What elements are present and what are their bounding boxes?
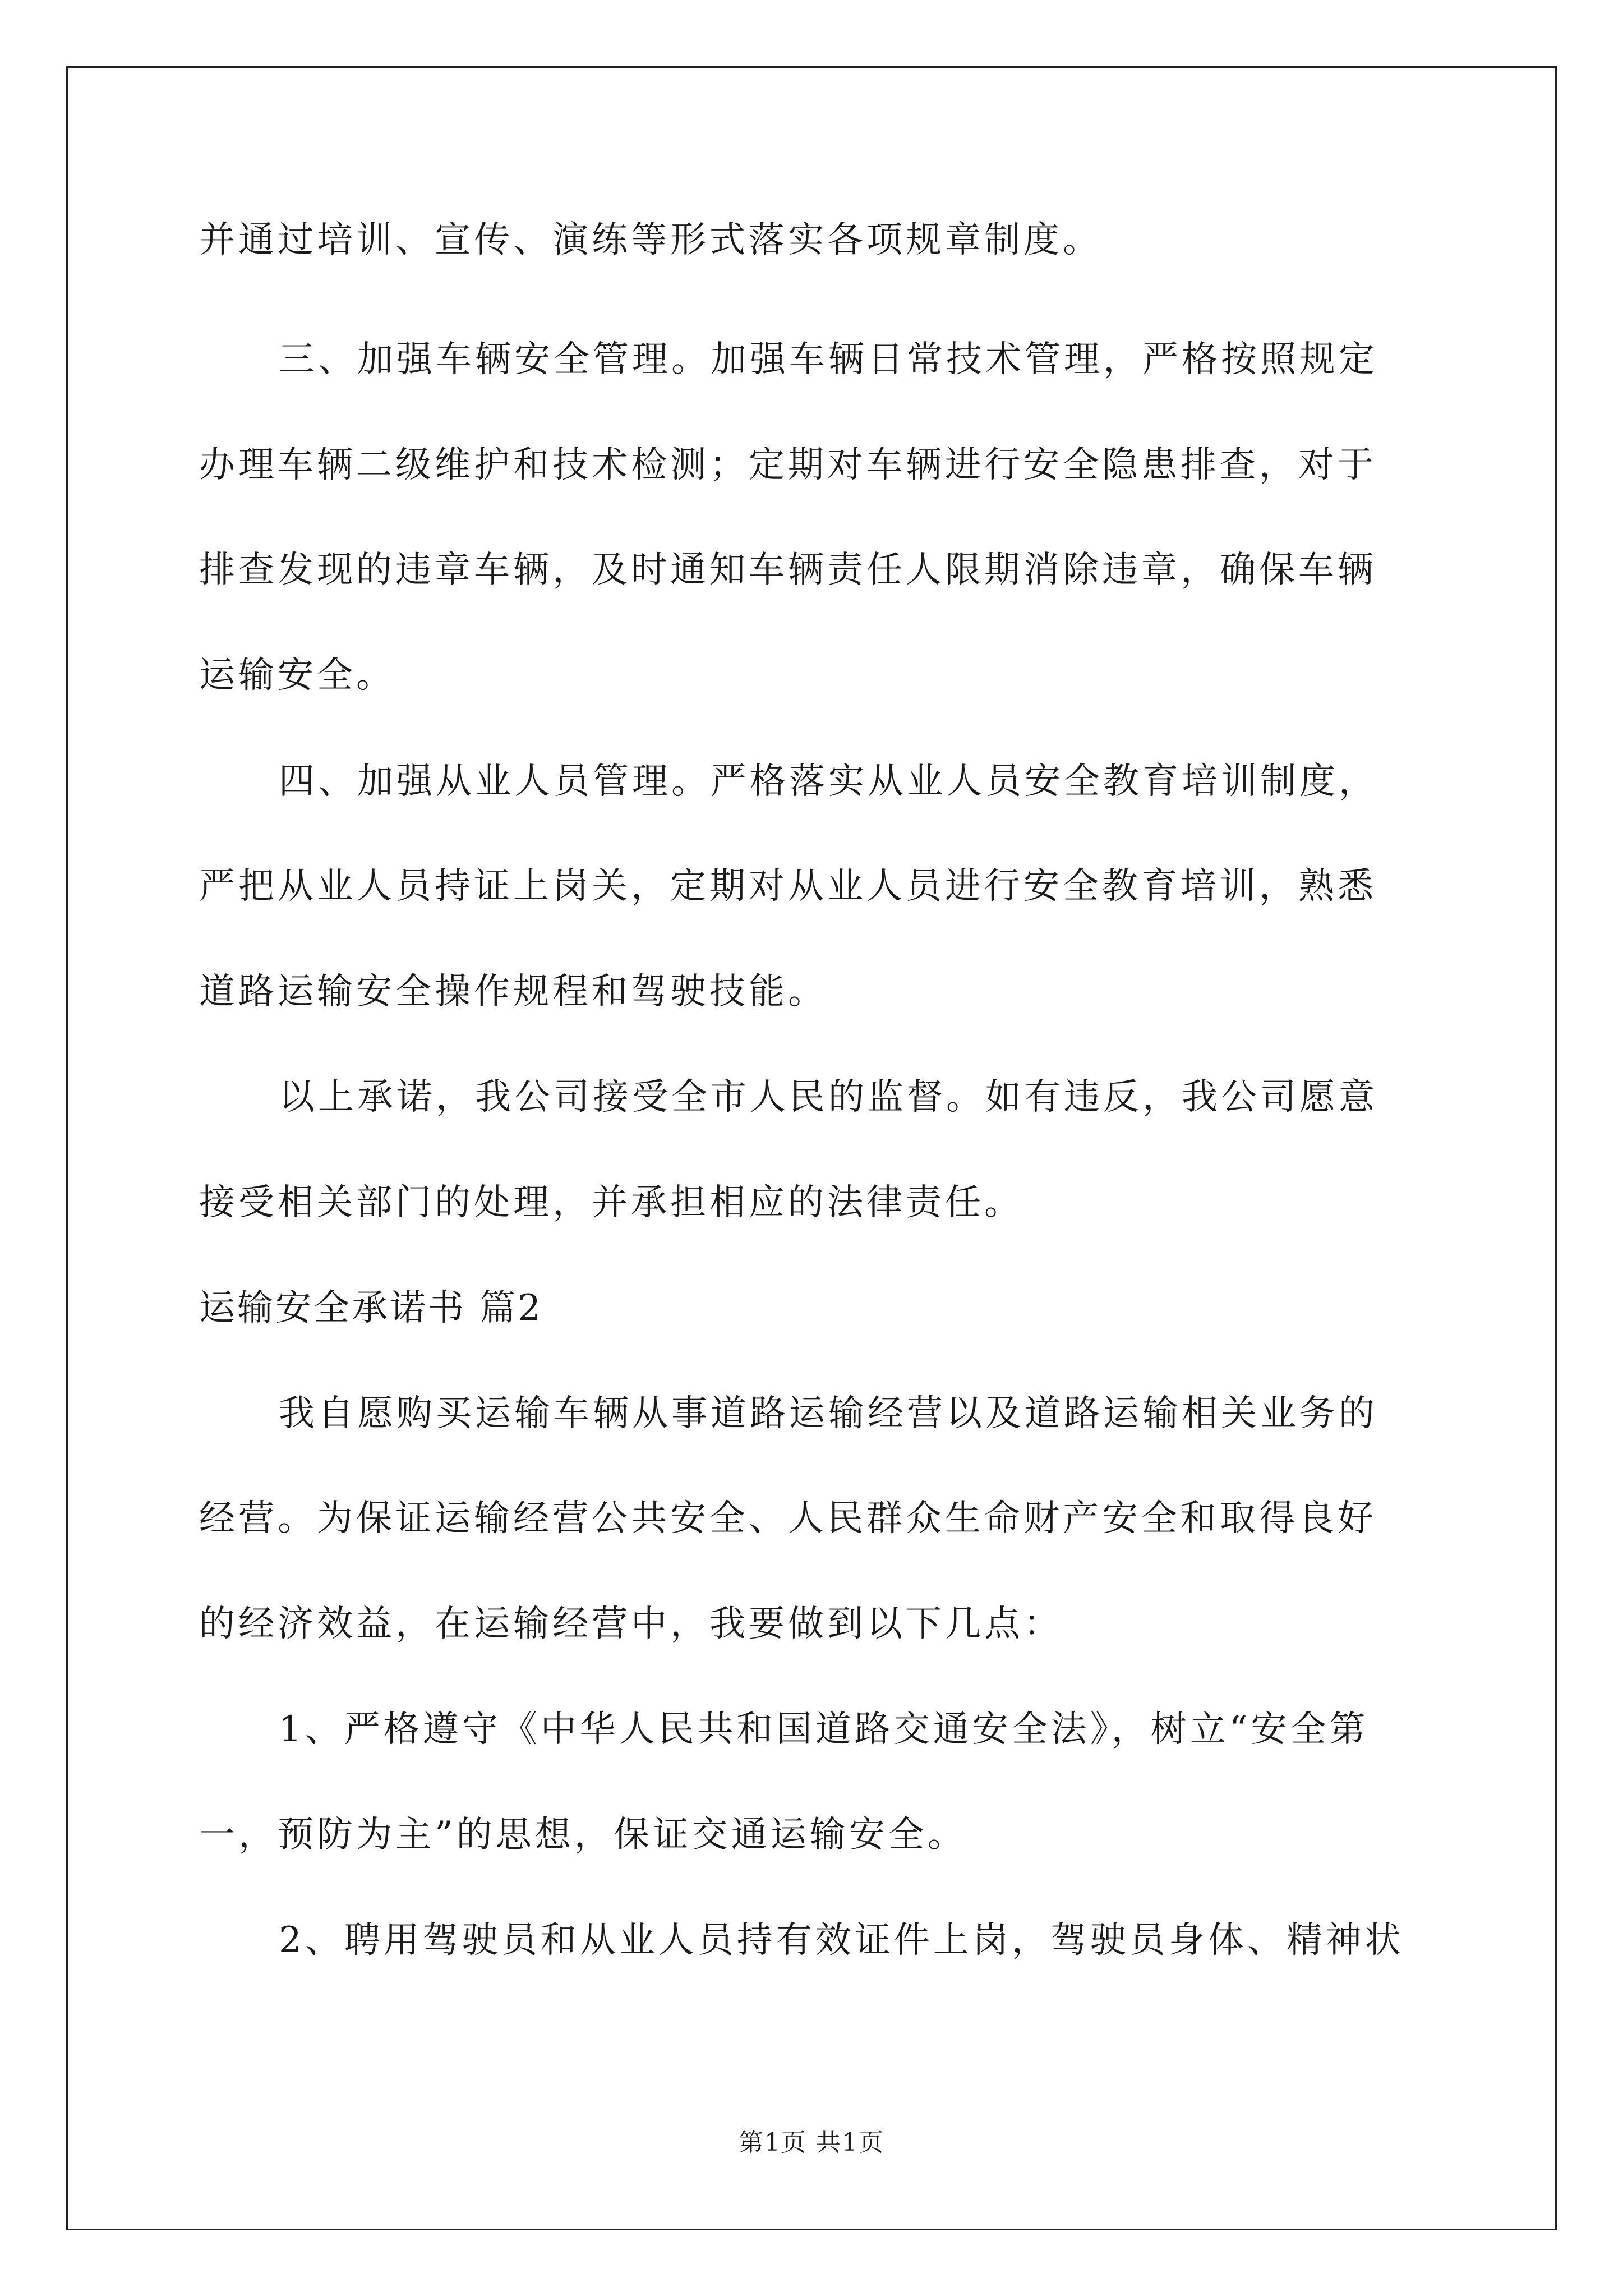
text-line-8: 道路运输安全操作规程和驾驶技能。	[199, 971, 827, 1013]
text-line-2: 三、加强车辆安全管理。加强车辆日常技术管理，严格按照规定	[279, 339, 1378, 380]
page-border	[66, 66, 1557, 2230]
text-line-6: 四、加强从业人员管理。严格落实从业人员安全教育培训制度，	[279, 761, 1378, 802]
text-line-5: 运输安全。	[199, 655, 395, 696]
text-line-10: 接受相关部门的处理，并承担相应的法律责任。	[199, 1182, 1023, 1223]
text-line-13: 经营。为保证运输经营公共安全、人民群众生命财产安全和取得良好	[199, 1498, 1377, 1539]
page-number: 第1页 共1页	[739, 2128, 884, 2157]
text-line-9: 以上承诺，我公司接受全市人民的监督。如有违反，我公司愿意	[279, 1076, 1378, 1118]
section-heading: 运输安全承诺书 篇2	[199, 1287, 543, 1329]
text-line-16: 一，预防为主”的思想，保证交通运输安全。	[199, 1814, 967, 1856]
text-line-12: 我自愿购买运输车辆从事道路运输经营以及道路运输相关业务的	[279, 1393, 1378, 1434]
text-line-17: 2、聘用驾驶员和从业人员持有效证件上岗，驾驶员身体、精神状	[279, 1920, 1404, 1961]
text-line-4: 排查发现的违章车辆，及时通知车辆责任人限期消除违章，确保车辆	[199, 549, 1377, 591]
text-line-3: 办理车辆二级维护和技术检测；定期对车辆进行安全隐患排查，对于	[199, 444, 1377, 486]
text-line-7: 严把从业人员持证上岗关，定期对从业人员进行安全教育培训，熟悉	[199, 866, 1377, 907]
text-line-1: 并通过培训、宣传、演练等形式落实各项规章制度。	[199, 219, 1102, 261]
text-line-15: 1、严格遵守《中华人民共和国道路交通安全法》，树立“安全第	[279, 1709, 1369, 1750]
text-line-14: 的经济效益，在运输经营中，我要做到以下几点：	[199, 1603, 1063, 1645]
